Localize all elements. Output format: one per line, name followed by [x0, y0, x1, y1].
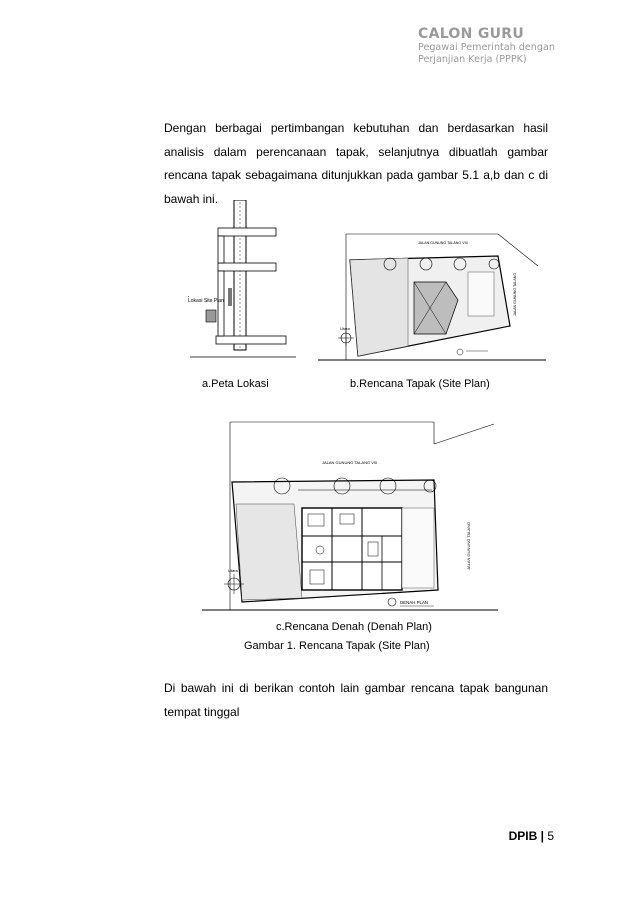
header-subtitle: Pegawai Pemerintah dengan Perjanjian Kerja (PPPK) [418, 42, 555, 65]
figure-b-caption: b.Rencana Tapak (Site Plan) [350, 378, 490, 390]
figure-c-caption: c.Rencana Denah (Denah Plan) [276, 621, 432, 633]
figure-b-street-right: JALAN GUNUNG TALANG [513, 272, 517, 316]
page-footer [509, 829, 554, 843]
svg-text:Lokasi Site Plan: Lokasi Site Plan [188, 298, 224, 304]
paragraph-intro: Dengan berbagai pertimbangan kebutuhan dan berdasarkan hasil analisis dalam perencanaan tapak, selanjutnya dibuatlah gambar rencana tapak sebagaimana ditunjukkan pada gambar 5.1 a,b dan c di bawah ini. [164, 121, 548, 206]
figure-b-site-plan [318, 226, 546, 362]
figure-c-north-label: Utara [228, 568, 238, 573]
figure-c-street-right: JALAN GUNUNG TALANG [466, 521, 471, 570]
figure-a-location-map [188, 200, 298, 360]
paragraph-example: Di bawah ini di berikan contoh lain gambar rencana tapak bangunan tempat tinggal [164, 681, 548, 719]
figure-a-caption: a.Peta Lokasi [202, 378, 269, 390]
figure-b-north-label: Utara [340, 326, 350, 331]
figure-c-street-top: JALAN GUNUNG TALANG VIII [322, 460, 378, 465]
figure-a-label-lokasi [188, 296, 189, 297]
header-title: CALON GURU [418, 26, 525, 42]
figure-c-title-block: DENAH PLAN [400, 600, 429, 605]
figure-b-street-top: JALAN GUNUNG TALANG VIII [418, 241, 468, 245]
page-number: 5 [547, 829, 554, 843]
footer-label: DPIB | [508, 829, 544, 843]
figure-title: Gambar 1. Rencana Tapak (Site Plan) [244, 640, 430, 652]
figure-c-floor-plan [202, 420, 498, 612]
